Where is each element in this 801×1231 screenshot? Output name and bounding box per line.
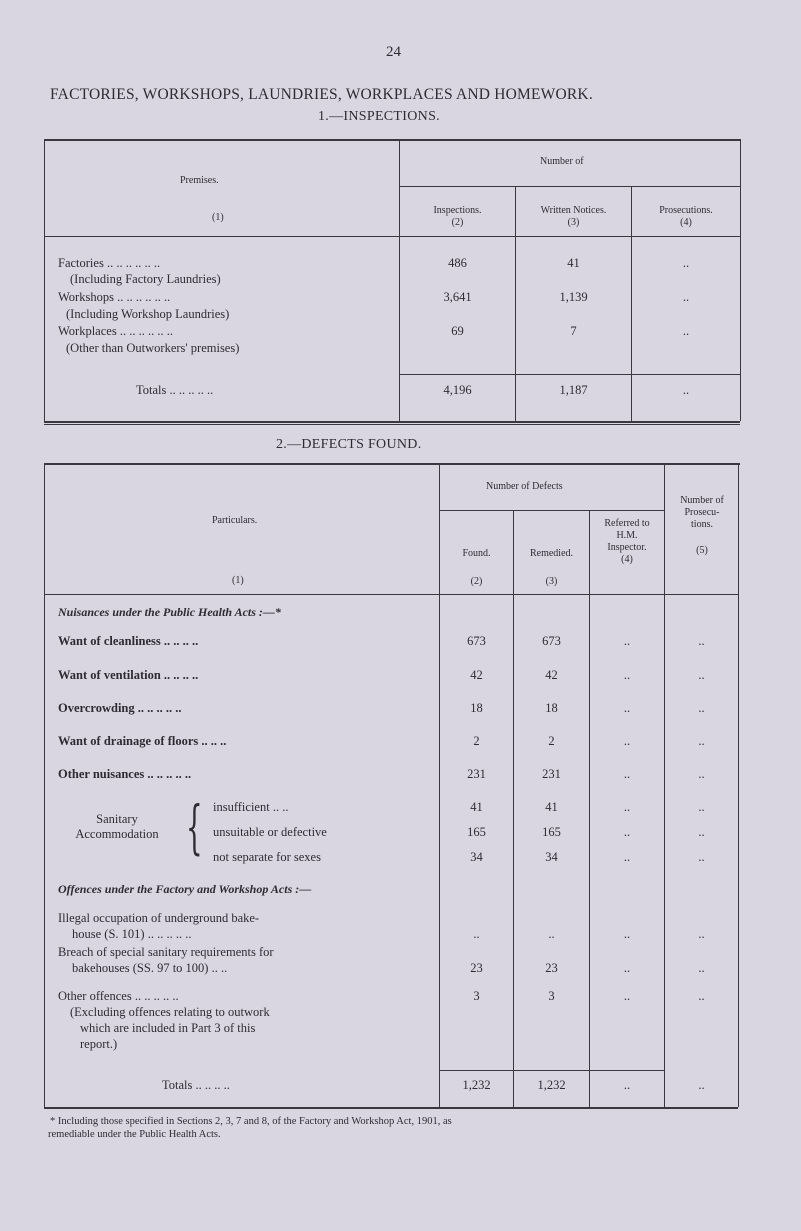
- table-row-label: Factories .. .. .. .. .. ..: [58, 256, 161, 270]
- table-row-label: Want of drainage of floors .. .. ..: [58, 734, 227, 748]
- found-value: 18: [470, 701, 483, 715]
- table-row-label: Illegal occupation of underground bake-: [58, 911, 260, 925]
- col-remedied-label: Remedied.: [529, 548, 574, 559]
- table-row-note: which are included in Part 3 of this: [80, 1021, 256, 1035]
- written-notices-value: 7: [570, 324, 577, 338]
- col-referred-label: Referred to H.M. Inspector.: [604, 518, 650, 553]
- written-notices-value: 1,139: [559, 290, 588, 304]
- inspections-heading: 1.—INSPECTIONS.: [318, 109, 440, 124]
- total-inspections: 4,196: [443, 383, 472, 397]
- found-value: 42: [470, 668, 483, 682]
- prosecutions-value: ..: [698, 850, 705, 864]
- table-row-note: (Excluding offences relating to outwork: [70, 1005, 270, 1019]
- total-prosecutions: ..: [682, 383, 690, 397]
- col-prosecutions-label: Prosecutions.: [659, 205, 713, 216]
- table-row-label-continued: house (S. 101) .. .. .. .. ..: [72, 927, 192, 941]
- page-title: FACTORIES, WORKSHOPS, LAUNDRIES, WORKPLACES AND HOMEWORK.: [50, 86, 593, 103]
- page-number: 24: [386, 44, 401, 60]
- table-row-label-continued: bakehouses (SS. 97 to 100) .. ..: [72, 961, 228, 975]
- remedied-value: 23: [545, 961, 558, 975]
- prosecutions-value: ..: [698, 701, 705, 715]
- table-row-label: Breach of special sanitary requirements for: [58, 945, 274, 959]
- col-prosecutions-number: (5): [696, 545, 708, 556]
- remedied-value: 34: [545, 850, 558, 864]
- prosecutions-value: ..: [698, 927, 705, 941]
- prosecutions-value: ..: [698, 989, 705, 1003]
- col-referred-header: [598, 518, 656, 566]
- table-row-label: Overcrowding .. .. .. .. ..: [58, 701, 182, 715]
- referred-value: ..: [623, 668, 631, 682]
- referred-value: ..: [623, 800, 631, 814]
- referred-value: ..: [623, 825, 631, 839]
- remedied-value: 3: [548, 989, 555, 1003]
- found-value: 34: [470, 850, 483, 864]
- prosecutions-value: ..: [682, 256, 690, 270]
- found-value: 673: [467, 634, 486, 648]
- totals-label: Totals .. .. .. .. ..: [136, 383, 214, 397]
- table-row-sublabel: (Including Factory Laundries): [70, 272, 221, 286]
- col-inspections-number: (2): [451, 217, 464, 228]
- col-number-of-header: Number of: [540, 156, 584, 167]
- col-premises-header: Premises.: [180, 175, 219, 186]
- section-heading-nuisances: Nuisances under the Public Health Acts :—*: [58, 605, 281, 619]
- defects-heading: 2.—DEFECTS FOUND.: [276, 437, 422, 452]
- found-value: 23: [470, 961, 483, 975]
- total-remedied: 1,232: [537, 1078, 566, 1092]
- prosecutions-value: ..: [698, 668, 705, 682]
- col-inspections-header: [400, 205, 515, 229]
- sanitary-accommodation-label: Sanitary Accommodation: [75, 812, 159, 841]
- table-row-label: not separate for sexes: [213, 850, 321, 864]
- total-written-notices: 1,187: [559, 383, 588, 397]
- table-row-label: Want of cleanliness .. .. .. ..: [58, 634, 199, 648]
- found-value: 231: [467, 767, 486, 781]
- found-value: 3: [473, 989, 480, 1003]
- col-prosecutions-header: [632, 205, 740, 229]
- inspections-value: 3,641: [443, 290, 472, 304]
- inspections-value: 69: [451, 324, 464, 338]
- referred-value: ..: [623, 927, 631, 941]
- remedied-value: 2: [548, 734, 555, 748]
- prosecutions-value: ..: [698, 825, 705, 839]
- col-found-label: Found.: [462, 548, 491, 559]
- table-row-label: unsuitable or defective: [213, 825, 327, 839]
- col-premises-number: (1): [212, 212, 224, 223]
- table-row-sublabel: (Including Workshop Laundries): [66, 307, 230, 321]
- referred-value: ..: [623, 734, 631, 748]
- prosecutions-value: ..: [682, 290, 690, 304]
- col-number-of-prosecutions-header: [674, 495, 730, 557]
- curly-brace-icon: {: [186, 793, 203, 861]
- col-written-number: (3): [567, 217, 580, 228]
- col-particulars-header: Particulars.: [212, 515, 258, 526]
- col-inspections-label: Inspections.: [433, 205, 482, 216]
- table-row-label: Want of ventilation .. .. .. ..: [58, 668, 199, 682]
- total-referred: ..: [623, 1078, 631, 1092]
- col-found-number: (2): [470, 576, 483, 587]
- col-found-header: [440, 548, 513, 588]
- referred-value: ..: [623, 989, 631, 1003]
- table-row-label: Workshops .. .. .. .. .. ..: [58, 290, 171, 304]
- col-prosecutions-label: Number of Prosecu-tions.: [680, 495, 724, 530]
- found-value: ..: [473, 927, 480, 941]
- prosecutions-value: ..: [698, 734, 705, 748]
- referred-value: ..: [623, 961, 631, 975]
- remedied-value: 231: [542, 767, 561, 781]
- col-remedied-number: (3): [545, 576, 558, 587]
- written-notices-value: 41: [567, 256, 580, 270]
- footnote: * Including those specified in Sections 2, 3, 7 and 8, of the Factory and Workshop Act, 1901, as: [50, 1116, 452, 1127]
- table-row-label: Workplaces .. .. .. .. .. ..: [58, 324, 173, 338]
- col-prosecutions-number: (4): [680, 217, 692, 228]
- table-row-label: Other offences .. .. .. .. ..: [58, 989, 179, 1003]
- col-written-label: Written Notices.: [540, 205, 607, 216]
- totals-label: Totals .. .. .. ..: [162, 1078, 230, 1092]
- found-value: 41: [470, 800, 483, 814]
- table-row-note: report.): [80, 1037, 118, 1051]
- prosecutions-value: ..: [698, 634, 705, 648]
- prosecutions-value: ..: [698, 767, 705, 781]
- remedied-value: 41: [545, 800, 558, 814]
- total-prosecutions: ..: [698, 1078, 705, 1092]
- col-written-header: [516, 205, 631, 229]
- table-row-sublabel: (Other than Outworkers' premises): [66, 341, 240, 355]
- referred-value: ..: [623, 767, 631, 781]
- referred-value: ..: [623, 850, 631, 864]
- referred-value: ..: [623, 701, 631, 715]
- total-found: 1,232: [462, 1078, 491, 1092]
- prosecutions-value: ..: [682, 324, 690, 338]
- remedied-value: 673: [542, 634, 561, 648]
- col-number-of-defects-header: Number of Defects: [486, 481, 563, 492]
- table-row-label: Other nuisances .. .. .. .. ..: [58, 767, 192, 781]
- found-value: 2: [473, 734, 480, 748]
- found-value: 165: [467, 825, 486, 839]
- section-heading-offences: Offences under the Factory and Workshop Acts :—: [58, 882, 312, 896]
- prosecutions-value: ..: [698, 800, 705, 814]
- referred-value: ..: [623, 634, 631, 648]
- remedied-value: 165: [542, 825, 561, 839]
- col-referred-number: (4): [621, 554, 633, 565]
- col-particulars-number: (1): [232, 575, 244, 586]
- remedied-value: ..: [548, 927, 555, 941]
- remedied-value: 18: [545, 701, 558, 715]
- inspections-value: 486: [448, 256, 467, 270]
- col-remedied-header: [514, 548, 589, 588]
- prosecutions-value: ..: [698, 961, 705, 975]
- table-row-label: insufficient .. ..: [213, 800, 289, 814]
- footnote-continued: remediable under the Public Health Acts.: [48, 1129, 221, 1140]
- remedied-value: 42: [545, 668, 558, 682]
